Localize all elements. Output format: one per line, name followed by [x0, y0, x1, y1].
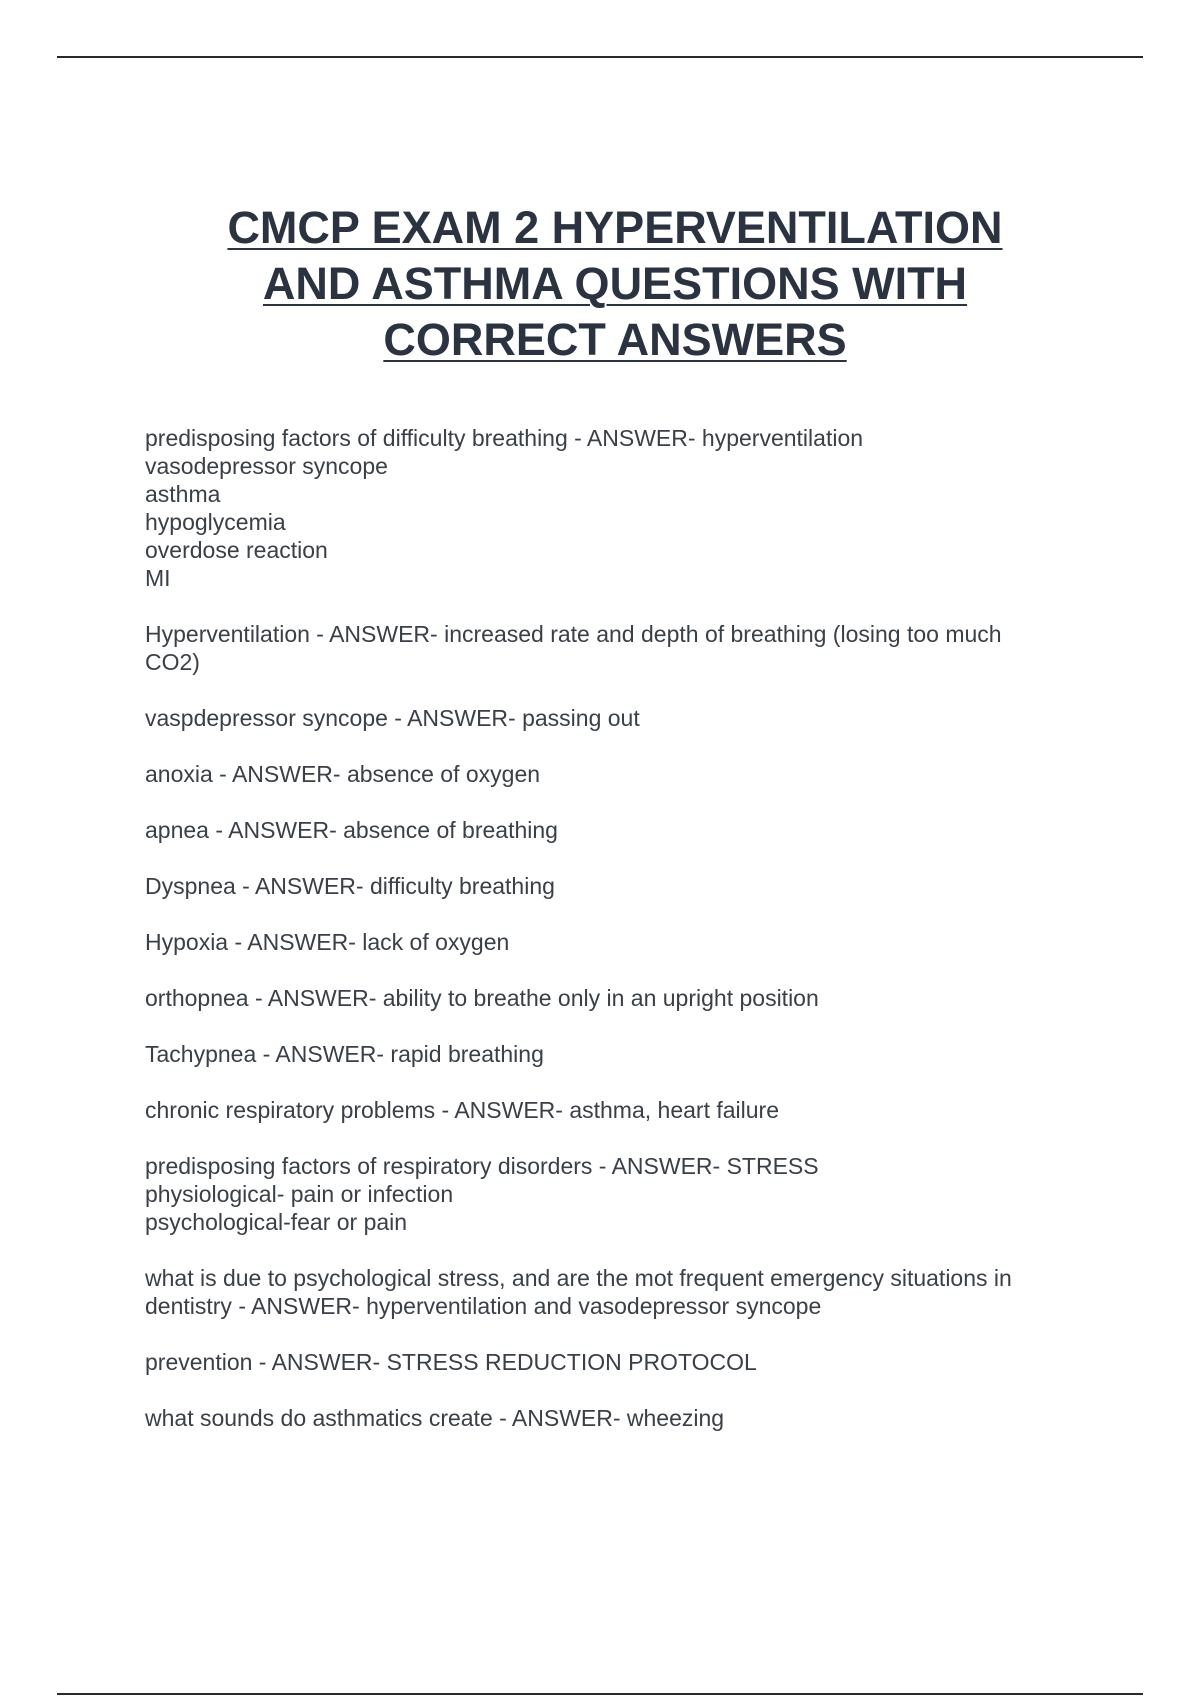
- qa-question-answer: Hyperventilation - ANSWER- increased rate and depth of breathing (losing too much: [145, 621, 1002, 647]
- qa-question-answer: anoxia - ANSWER- absence of oxygen: [145, 761, 541, 787]
- qa-item: [145, 704, 1075, 732]
- qa-answer-line: asthma: [145, 481, 221, 507]
- qa-answer-line: dentistry - ANSWER- hyperventilation and vasodepressor syncope: [145, 1293, 822, 1319]
- qa-item: [145, 1096, 1075, 1124]
- bottom-rule: [57, 1693, 1143, 1695]
- qa-question-answer: Tachypnea - ANSWER- rapid breathing: [145, 1041, 544, 1067]
- title-line: AND ASTHMA QUESTIONS WITH: [262, 258, 968, 309]
- title-line: CMCP EXAM 2 HYPERVENTILATION: [227, 202, 1003, 253]
- qa-answer-line: physiological- pain or infection: [145, 1181, 454, 1207]
- qa-question-answer: apnea - ANSWER- absence of breathing: [145, 817, 558, 843]
- qa-item: [145, 760, 1075, 788]
- qa-question-answer: prevention - ANSWER- STRESS REDUCTION PROTOCOL: [145, 1349, 757, 1375]
- qa-answer-line: MI: [145, 565, 171, 591]
- qa-question-answer: Hypoxia - ANSWER- lack of oxygen: [145, 929, 510, 955]
- qa-question-answer: predisposing factors of respiratory disorders - ANSWER- STRESS: [145, 1153, 819, 1179]
- qa-question-answer: vaspdepressor syncope - ANSWER- passing out: [145, 705, 640, 731]
- title-line: CORRECT ANSWERS: [383, 314, 847, 365]
- qa-item: [145, 1152, 1075, 1236]
- qa-item: [145, 1040, 1075, 1068]
- qa-answer-line: hypoglycemia: [145, 509, 286, 535]
- qa-question-answer: predisposing factors of difficulty breathing - ANSWER- hyperventilation: [145, 425, 864, 451]
- qa-list: [145, 424, 1075, 1460]
- qa-answer-line: CO2): [145, 649, 200, 675]
- qa-item: [145, 424, 1075, 592]
- qa-question-answer: what sounds do asthmatics create - ANSWER- wheezing: [145, 1405, 725, 1431]
- qa-item: [145, 620, 1075, 676]
- qa-item: [145, 1348, 1075, 1376]
- qa-answer-line: vasodepressor syncope: [145, 453, 388, 479]
- qa-item: [145, 984, 1075, 1012]
- qa-item: [145, 872, 1075, 900]
- qa-item: [145, 928, 1075, 956]
- qa-item: [145, 1264, 1075, 1320]
- qa-answer-line: psychological-fear or pain: [145, 1209, 408, 1235]
- qa-question-answer: orthopnea - ANSWER- ability to breathe only in an upright position: [145, 985, 819, 1011]
- qa-answer-line: overdose reaction: [145, 537, 328, 563]
- document-title: [100, 200, 1130, 368]
- qa-question-answer: chronic respiratory problems - ANSWER- asthma, heart failure: [145, 1097, 779, 1123]
- qa-item: [145, 1404, 1075, 1432]
- qa-question-answer: what is due to psychological stress, and are the mot frequent emergency situations in: [145, 1265, 1012, 1291]
- top-rule: [57, 56, 1143, 58]
- qa-question-answer: Dyspnea - ANSWER- difficulty breathing: [145, 873, 555, 899]
- qa-item: [145, 816, 1075, 844]
